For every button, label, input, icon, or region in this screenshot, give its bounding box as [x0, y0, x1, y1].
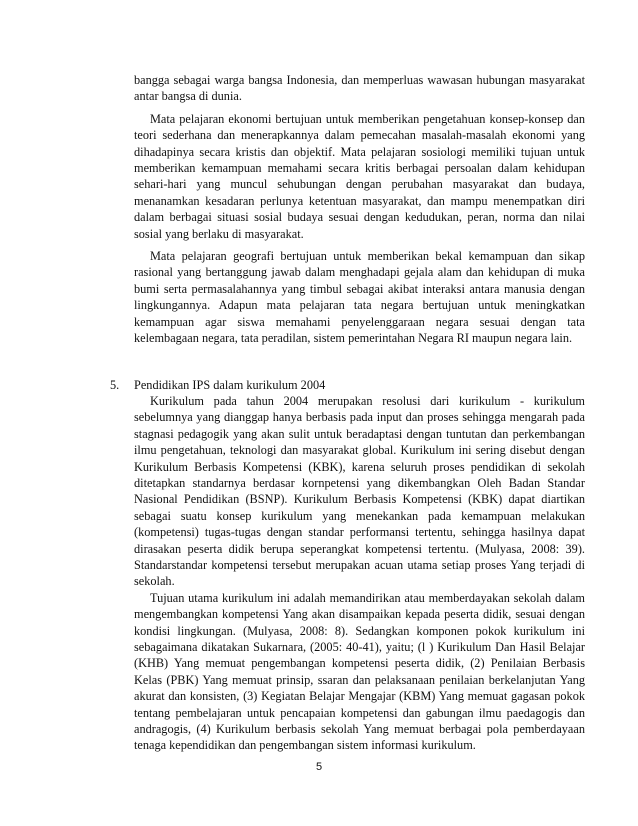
paragraph-tujuan-kurikulum: Tujuan utama kurikulum ini adalah memandirikan atau memberdayakan sekolah dalam mengembangkan kompetensi Yang akan disampaikan kepada peserta didik, sesuai dengan kondisi lingkungan. (Mulyasa, 2008: 8). Sedangkan komponen pokok kurikulum ini sebagaimana dikatakan Sukarnara, (2005: 40-41), yaitu; (l ) Kurikulum Dan Hasil Belajar (KHB) Yang memuat pengembangan kompetensi peserta didik, (2) Penilaian Berbasis Kelas (PBK) Yang memuat prinsip, ssaran dan pelaksanaan penilaian berkelanjutan Yang akurat dan konsisten, (3) Kegiatan Belajar Mengajar (KBM) Yang memuat gagasan pokok tentang pembelajaran untuk pencapaian kompetensi dan gabungan ilmu paedagogis dan andragogis, (4) Kurikulum berbasis sekolah Yang memuat berbagai pola pemberdayaan tenaga kependidikan dan pengembangan sistem informasi kurikulum.	[134, 590, 585, 753]
section-title: Pendidikan IPS dalam kurikulum 2004	[134, 377, 326, 392]
paragraph-ekonomi-sosiologi: Mata pelajaran ekonomi bertujuan untuk memberikan pengetahuan konsep-konsep dan teori sederhana dan menerapkannya dalam pemecahan masalah-masalah ekonomi yang dihadapinya secara kristis dan objektif. Mata pelajaran sosiologi memiliki tujuan untuk memberikan kemampuan memahami secara kritis berbagai persoalan dalam kehidupan sehari-hari yang muncul sehubungan dengan perubahan masyarakat dan budaya, menanamkan kesadaran perlunya ketentuan masyarakat, dan mampu menempatkan diri dalam berbagai situasi sosial budaya sesuai dengan kedudukan, peran, norma dan nilai sosial yang berlaku di masyarakat.	[134, 111, 585, 241]
paragraph-continuation: bangga sebagai warga bangsa Indonesia, dan memperluas wawasan hubungan masyarakat antar bangsa di dunia.	[134, 73, 585, 104]
paragraph-geografi-tata-negara: Mata pelajaran geografi bertujuan untuk memberikan bekal kemampuan dan sikap rasional yang bertanggung jawab dalam menghadapi gejala alam dan kehidupan di muka bumi serta permasalahannya yang timbul sebagai akibat interaksi antara manusia dengan lingkungannya. Adapun mata pelajaran tata negara bertujuan untuk meningkatkan kemampuan agar siswa memahami penyelenggaraan negara sesuai dengan tata kelembagaan negara, tata peradilan, sistem pemerintahan Negara RI maupun negara lain.	[134, 249, 585, 346]
section-number: 5.	[110, 377, 120, 392]
page-body	[110, 72, 585, 754]
section-kurikulum-2004	[110, 377, 585, 754]
page-number: 5	[315, 761, 323, 773]
paragraph-kbk: Kurikulum pada tahun 2004 merupakan resolusi dari kurikulum - kurikulum sebelumnya yang dianggap hanya berbasis pada input dan proses sehingga mengarah pada stagnasi pedagogik yang akan sulit untuk beradaptasi dengan tuntutan dan perkembangan ilmu pengetahuan, teknologi dan masyarakat global. Kurikulum ini sering disebut dengan Kurikulum Berbasis Kompetensi (KBK), karena seluruh proses pendidikan di sekolah ditetapkan standarnya berdasar kornpetensi yang dikembangkan Oleh Badan Standar Nasional Pendidikan (BSNP). Kurikulum Berbasis Kompetensi (KBK) dapat diartikan sebagai suatu konsep kurikulum yang menekankan pada kemampuan melakukan (kompetensi) tugas-tugas dengan standar performansi tertentu, sehingga hasilnya dapat dirasakan peserta didik berupa seperangkat kompetensi tertentu. (Mulyasa, 2008: 39). Standarstandar kompetensi tersebut merupakan acuan utama setiap proses Yang terjadi di sekolah.	[134, 393, 585, 589]
section-heading	[110, 377, 585, 393]
